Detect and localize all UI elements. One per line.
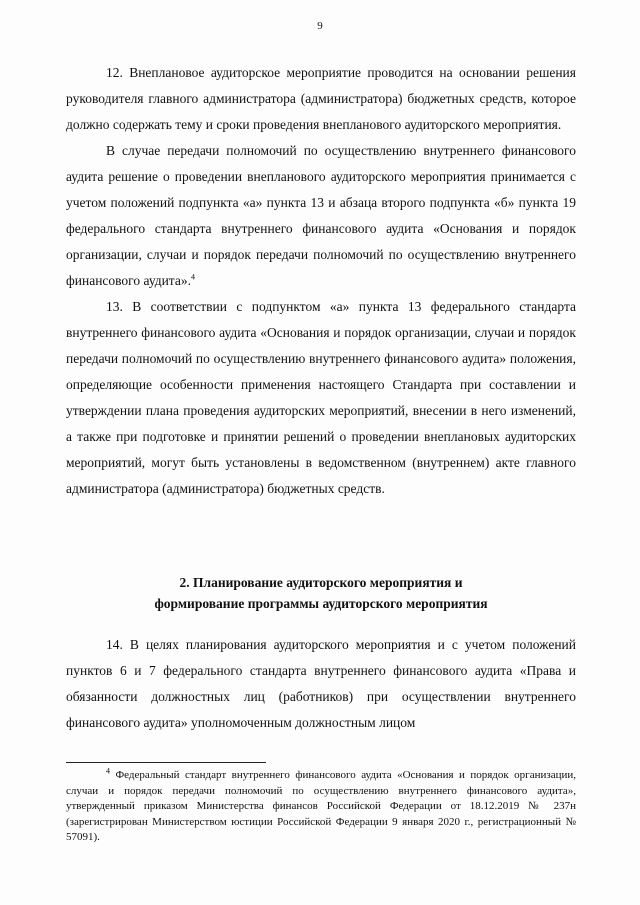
section-heading xyxy=(66,572,576,614)
footnote-divider xyxy=(66,762,266,763)
footnote-reference: 4 xyxy=(191,272,195,282)
footnote-marker: 4 xyxy=(106,766,110,776)
paragraph-14: 14. В целях планирования аудиторского мероприятия и с учетом положений пунктов 6 и 7 федерального стандарта внутреннего финансового аудита «Права и обязанности должностных лиц (работников) при осуществлении внутреннего финансового аудита» уполномоченным должностным лицом xyxy=(66,637,576,730)
paragraph-12-transfer-text: В случае передачи полномочий по осуществлению внутреннего финансового аудита решение о проведении внепланового аудиторского мероприятия принимается с учетом положений подпункта «а» пункта 13 и абзаца второго подпункта «б» пункта 19 федерального стандарта внутреннего финансового аудита «Основания и порядок организации, случаи и порядок передачи полномочий по осуществлению внутреннего финансового аудита». xyxy=(66,143,576,288)
section-heading-line-1: 2. Планирование аудиторского мероприятия и xyxy=(179,575,463,590)
section-heading-line-2: формирование программы аудиторского мероприятия xyxy=(154,596,488,611)
paragraph-13: 13. В соответствии с подпунктом «а» пункта 13 федерального стандарта внутреннего финансового аудита «Основания и порядок организации, случаи и порядок передачи полномочий по осуществлению внутреннего финансового аудита» положения, определяющие особенности применения настоящего Стандарта при составлении и утверждении плана проведения аудиторских мероприятий, внесении в него изменений, а также при подготовке и принятии решений о проведении внеплановых аудиторских мероприятий, могут быть установлены в ведомственном (внутреннем) акте главного администратора (администратора) бюджетных средств. xyxy=(66,299,576,496)
footnote xyxy=(66,768,576,846)
section-1-body xyxy=(66,60,576,502)
footnote-text: Федеральный стандарт внутреннего финансового аудита «Основания и порядок организации, случаи и порядок передачи полномочий по осуществлению внутреннего финансового аудита», утвержденный приказом Министерства финансов Российской Федерации от 18.12.2019 № 237н (зарегистрирован Министерством юстиции Российской Федерации 9 января 2020 г., регистрационный № 57091). xyxy=(66,769,576,843)
page-number: 9 xyxy=(317,20,323,32)
section-2-body xyxy=(66,632,576,736)
paragraph-12-transfer xyxy=(66,138,576,294)
paragraph-12: 12. Внеплановое аудиторское мероприятие проводится на основании решения руководителя главного администратора (администратора) бюджетных средств, которое должно содержать тему и сроки проведения внепланового аудиторского мероприятия. xyxy=(66,65,576,132)
